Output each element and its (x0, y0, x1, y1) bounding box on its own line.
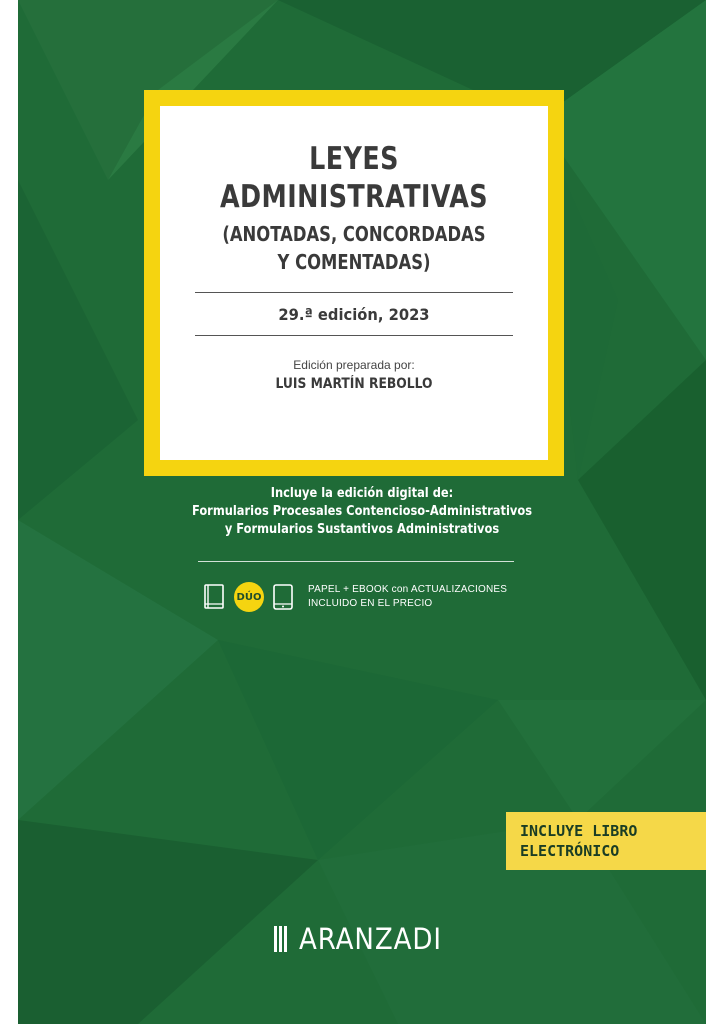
tablet-icon (272, 583, 294, 611)
digital-line-2: Formularios Procesales Contencioso-Administrativos (191, 504, 533, 519)
ebook-band (506, 812, 706, 870)
logo-bars-icon (274, 926, 289, 952)
subtitle-line-2: Y COMENTADAS) (277, 250, 431, 274)
title-line-2: ADMINISTRATIVAS (219, 179, 489, 215)
duo-line-1: PAPEL + EBOOK con ACTUALIZACIONES (308, 584, 508, 595)
ebook-line-1: INCLUYE LIBRO (520, 822, 638, 840)
digital-divider (198, 561, 514, 562)
publisher-name: ARANZADI (298, 922, 443, 956)
digital-line-1: Incluye la edición digital de: (270, 486, 454, 501)
publisher-logo (18, 924, 706, 954)
prepared-by-label: Edición preparada por: (293, 358, 415, 372)
digital-line-3: y Formularios Sustantivos Administrativos (224, 522, 500, 537)
subtitle-line-1: (ANOTADAS, CONCORDADAS (222, 222, 486, 246)
duo-row (202, 580, 507, 614)
book-cover (18, 0, 706, 1024)
author-name: LUIS MARTÍN REBOLLO (275, 376, 433, 392)
duo-text (308, 583, 507, 611)
title-line-1: LEYES (309, 141, 399, 177)
title-frame (144, 90, 564, 476)
duo-line-2: INCLUIDO EN EL PRECIO (308, 598, 433, 609)
edition-label: 29.ª edición, 2023 (278, 305, 430, 324)
duo-badge-wrap (234, 582, 264, 612)
duo-badge: DÚO (234, 582, 264, 612)
divider-bottom (195, 335, 513, 336)
book-icon (202, 583, 226, 611)
digital-edition-note (18, 485, 706, 539)
title-panel (160, 106, 548, 460)
ebook-line-2: ELECTRÓNICO (520, 842, 620, 860)
